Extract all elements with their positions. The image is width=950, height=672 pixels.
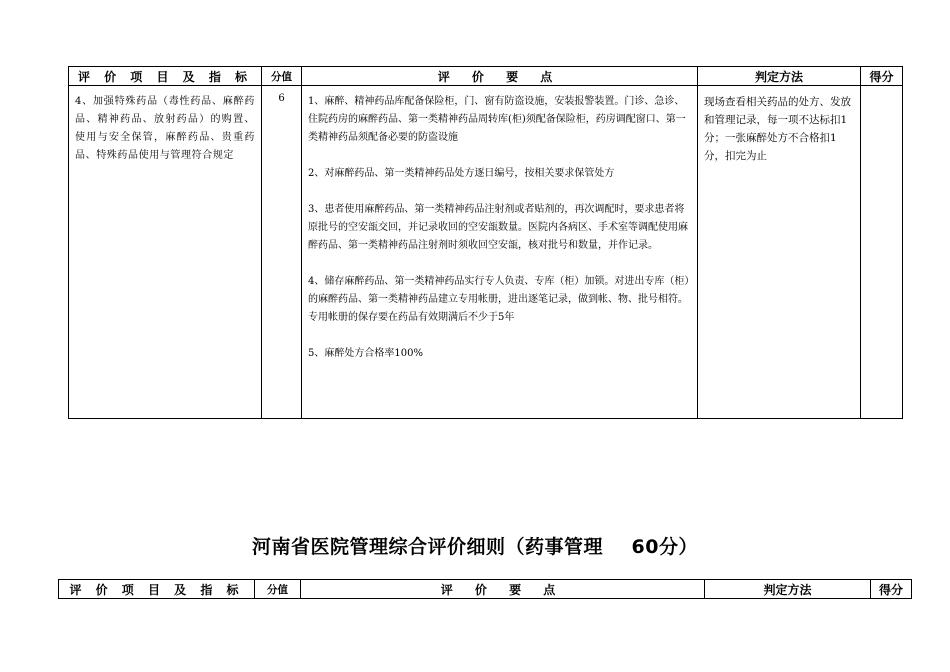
item-cell: 4、加强特殊药品（毒性药品、麻醉药品、精神药品、放射药品）的购置、使用与安全保管，麻醉药品、贵重药品、特殊药品使用与管理符合规定 [69, 86, 262, 419]
evaluation-table-bottom [58, 579, 912, 599]
result-cell [861, 86, 903, 419]
header-score: 分值 [255, 580, 301, 599]
table-header-row [69, 67, 903, 86]
table-header-row [59, 580, 912, 599]
point-2: 2、对麻醉药品、第一类精神药品处方逐日编号，按相关要求保管处方 [308, 168, 615, 179]
header-points: 评 价 要 点 [301, 580, 705, 599]
header-method: 判定方法 [698, 67, 861, 86]
section-title: 河南省医院管理综合评价细则（药事管理 60分） [252, 536, 698, 558]
evaluation-table-top [68, 66, 903, 419]
points-cell [302, 86, 698, 419]
point-3: 3、患者使用麻醉药品、第一类精神药品注射剂或者贴剂的，再次调配时，要求患者将原批号的空安瓿交回，并记录收回的空安瓿数量。医院内各病区、手术室等调配使用麻醉药品、第一类精神药品注射剂时须收回空安瓿，核对批号和数量，并作记录。 [308, 204, 688, 251]
score-cell: 6 [262, 86, 302, 419]
point-5: 5、麻醉处方合格率100% [308, 348, 423, 359]
header-points: 评 价 要 点 [302, 67, 698, 86]
header-item: 评 价 项 目 及 指 标 [69, 67, 262, 86]
header-result: 得分 [871, 580, 912, 599]
header-method: 判定方法 [705, 580, 871, 599]
header-result: 得分 [861, 67, 903, 86]
point-4: 4、储存麻醉药品、第一类精神药品实行专人负责、专库（柜）加锁。对进出专库（柜）的麻醉药品、第一类精神药品建立专用帐册，进出逐笔记录，做到帐、物、批号相符。专用帐册的保存要在药品有效期满后不少于5年 [308, 276, 690, 323]
table-row [69, 86, 903, 419]
point-1: 1、麻醉、精神药品库配备保险柜，门、窗有防盗设施，安装报警装置。门诊、急诊、住院药房的麻醉药品、第一类精神药品周转库(柜)须配备保险柜，药房调配窗口、第一类精神药品须配备必要的防盗设施 [308, 96, 686, 143]
header-item: 评 价 项 目 及 指 标 [59, 580, 255, 599]
method-cell: 现场查看相关药品的处方、发放和管理记录，每一项不达标扣1分；一张麻醉处方不合格扣1分，扣完为止 [698, 86, 861, 419]
header-score: 分值 [262, 67, 302, 86]
